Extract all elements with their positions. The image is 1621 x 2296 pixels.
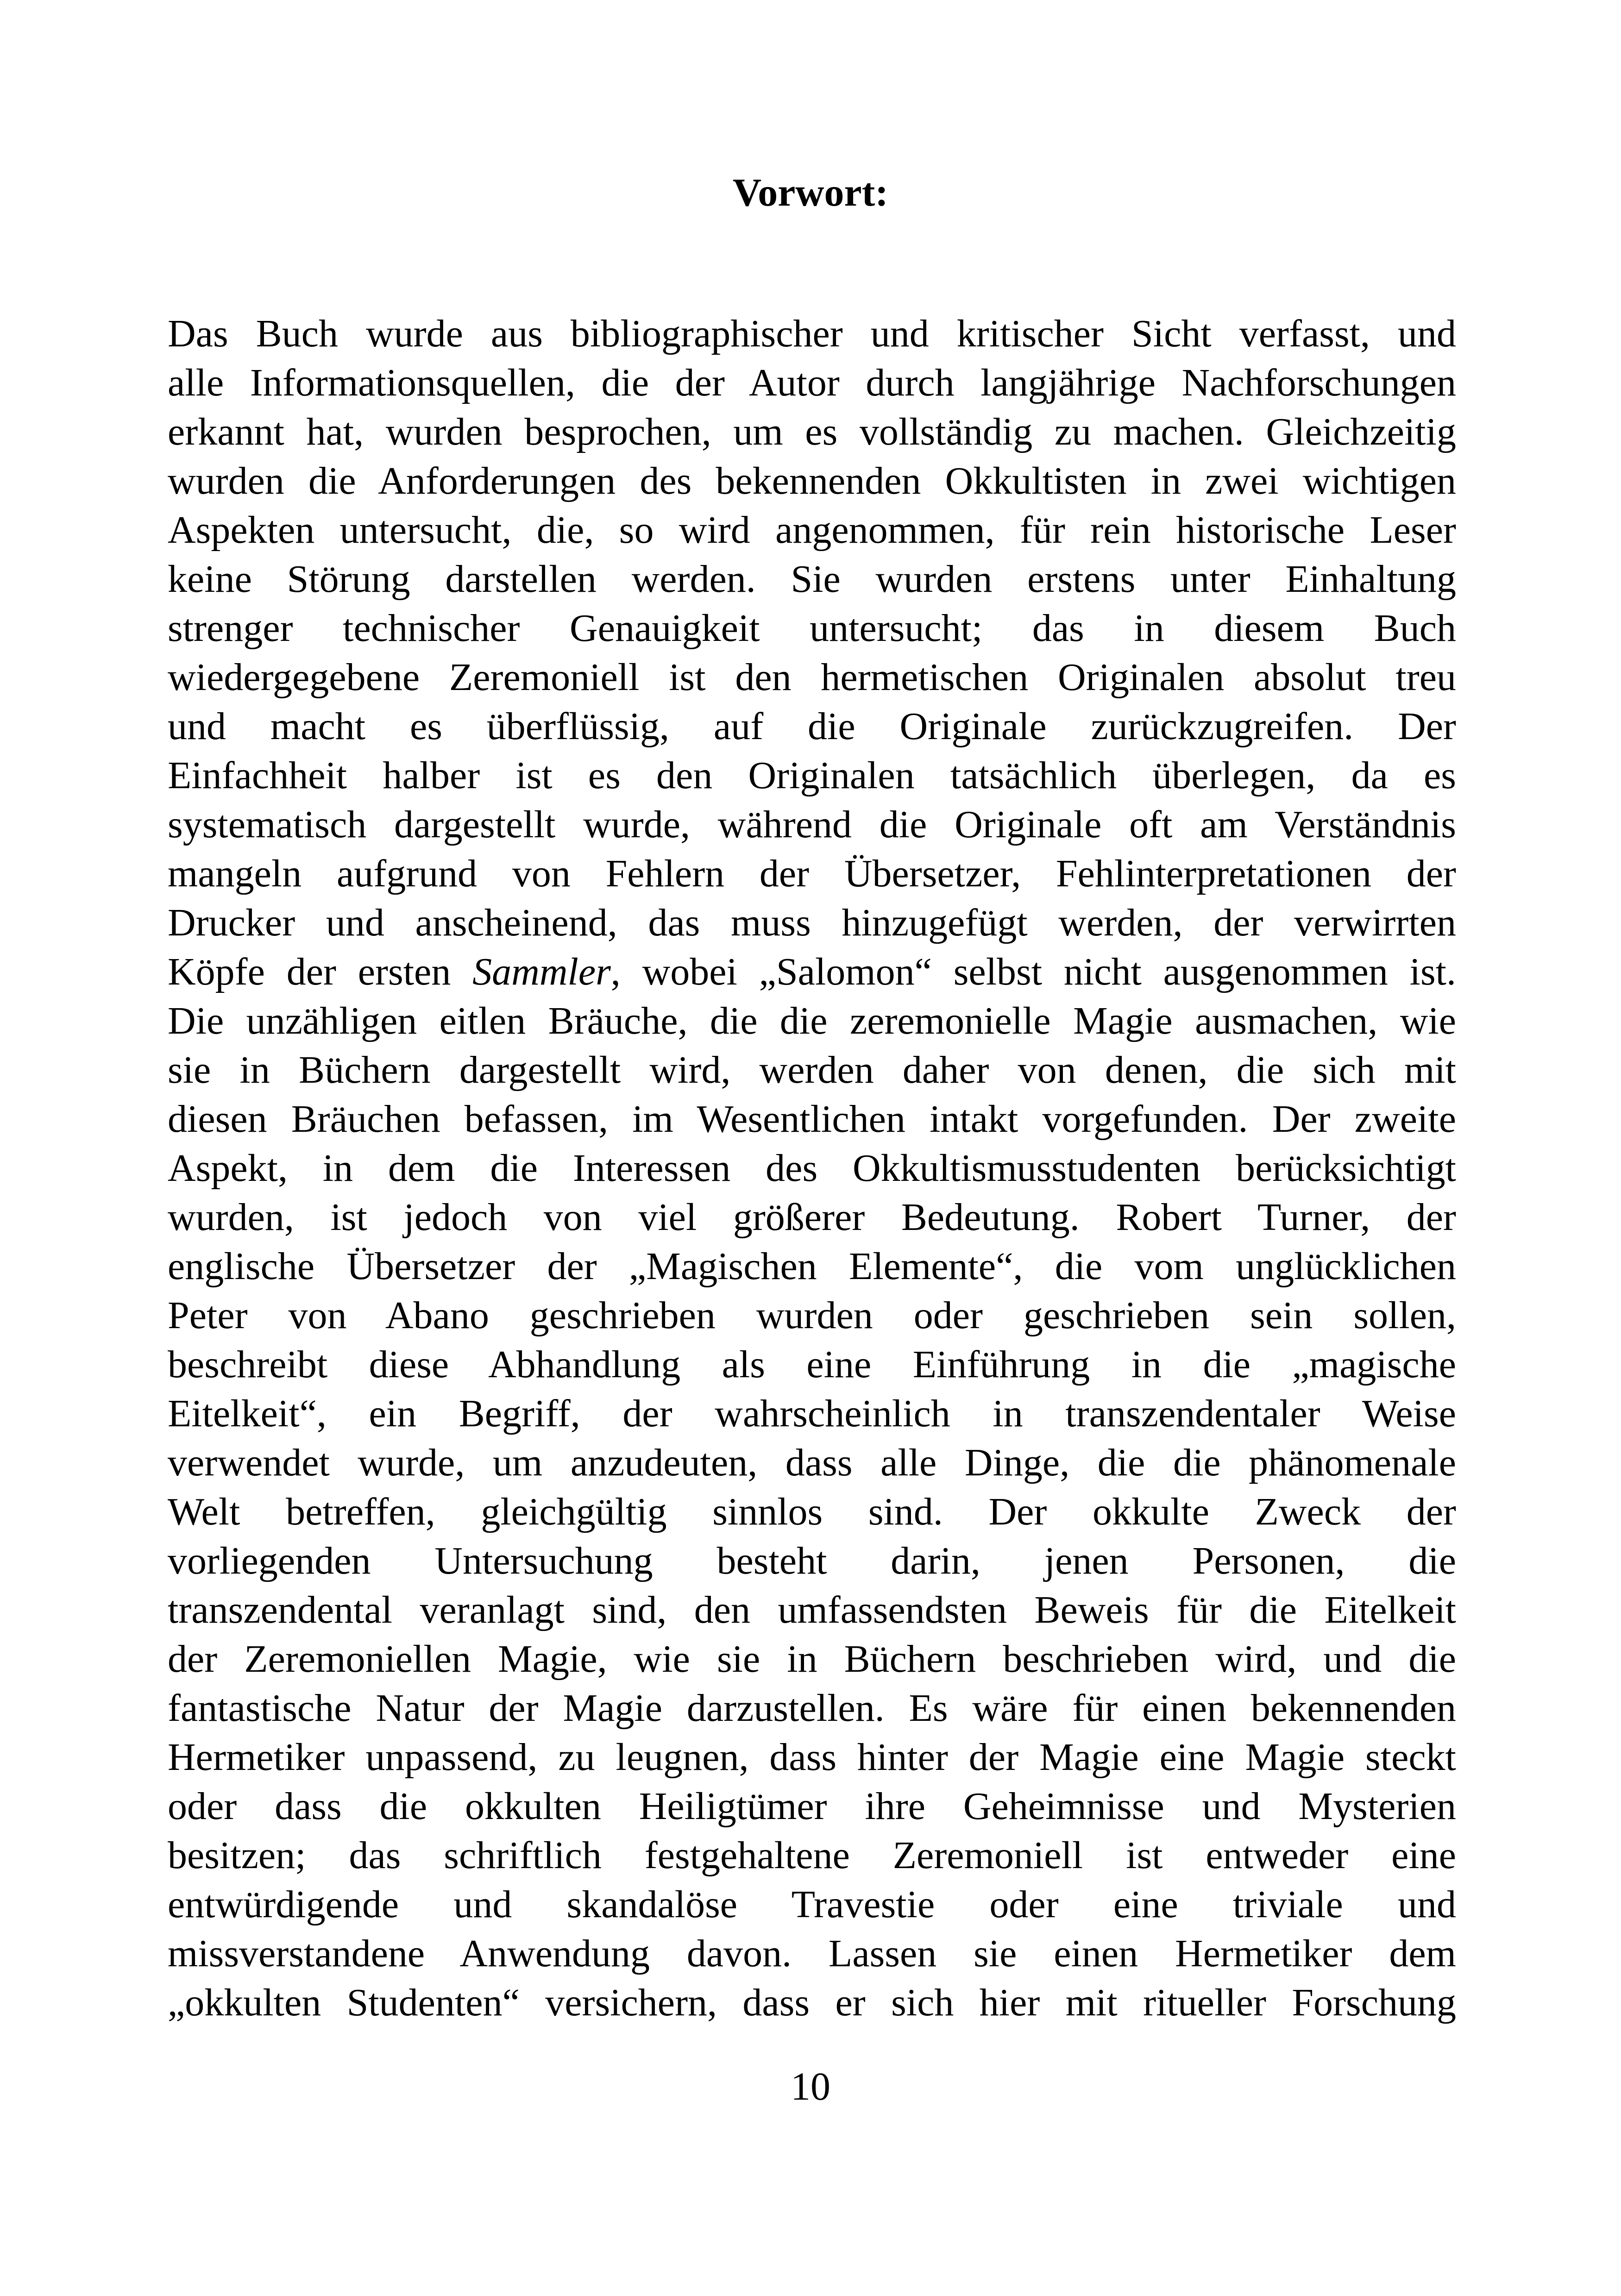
text-line: englische Übersetzer der „Magischen Elemente“, die vom unglücklichen [168, 1245, 1456, 1288]
text-line: vorliegenden Untersuchung besteht darin, jenen Personen, die [168, 1539, 1456, 1582]
text-line: verwendet wurde, um anzudeuten, dass alle Dinge, die die phänomenale [168, 1441, 1456, 1484]
text-line: transzendental veranlagt sind, den umfassendsten Beweis für die Eitelkeit [168, 1588, 1456, 1631]
text-line: diesen Bräuchen befassen, im Wesentlichen intakt vorgefunden. Der zweite [168, 1098, 1456, 1141]
text-line: Die unzähligen eitlen Bräuche, die die zeremonielle Magie ausmachen, wie [168, 999, 1456, 1042]
text-line: wiedergegebene Zeremoniell ist den hermetischen Originalen absolut treu [168, 656, 1456, 699]
text-line: wurden, ist jedoch von viel größerer Bedeutung. Robert Turner, der [168, 1196, 1456, 1239]
text-line: Einfachheit halber ist es den Originalen tatsächlich überlegen, da es [168, 754, 1456, 797]
text-line: missverstandene Anwendung davon. Lassen sie einen Hermetiker dem [168, 1932, 1456, 1975]
text-line: fantastische Natur der Magie darzustellen. Es wäre für einen bekennenden [168, 1687, 1456, 1730]
text-segment: Köpfe der ersten [168, 950, 473, 993]
text-line: Drucker und anscheinend, das muss hinzugefügt werden, der verwirrten [168, 901, 1456, 944]
text-line: „okkulten Studenten“ versichern, dass er sich hier mit ritueller Forschung [168, 1981, 1456, 2024]
text-line: erkannt hat, wurden besprochen, um es vollständig zu machen. Gleichzeitig [168, 410, 1456, 453]
body-paragraph [168, 309, 1456, 2027]
text-line: besitzen; das schriftlich festgehaltene Zeremoniell ist entweder eine [168, 1834, 1456, 1877]
text-line: Welt betreffen, gleichgültig sinnlos sind. Der okkulte Zweck der [168, 1490, 1456, 1533]
page-number: 10 [791, 2064, 830, 2108]
text-line: entwürdigende und skandalöse Travestie oder eine triviale und [168, 1883, 1456, 1926]
text-line: Das Buch wurde aus bibliographischer und kritischer Sicht verfasst, und [168, 312, 1456, 355]
text-line: sie in Büchern dargestellt wird, werden daher von denen, die sich mit [168, 1048, 1456, 1092]
text-segment: , wobei „Salomon“ selbst nicht ausgenommen ist. [610, 950, 1457, 993]
text-line [168, 947, 1456, 997]
text-line: beschreibt diese Abhandlung als eine Einführung in die „magische [168, 1343, 1456, 1386]
text-line: mangeln aufgrund von Fehlern der Übersetzer, Fehlinterpretationen der [168, 852, 1456, 895]
text-line: alle Informationsquellen, die der Autor durch langjährige Nachforschungen [168, 361, 1456, 404]
text-line: und macht es überflüssig, auf die Originale zurückzugreifen. Der [168, 705, 1456, 748]
text-line: Aspekten untersucht, die, so wird angenommen, für rein historische Leser [168, 508, 1456, 552]
text-line: wurden die Anforderungen des bekennenden Okkultisten in zwei wichtigen [168, 459, 1456, 502]
text-line: systematisch dargestellt wurde, während die Originale oft am Verständnis [168, 803, 1456, 846]
text-line: Eitelkeit“, ein Begriff, der wahrscheinlich in transzendentaler Weise [168, 1392, 1456, 1435]
text-line: Hermetiker unpassend, zu leugnen, dass hinter der Magie eine Magie steckt [168, 1736, 1456, 1779]
page-title: Vorwort: [733, 170, 888, 214]
italic-term: Sammler [472, 950, 611, 993]
text-line: Aspekt, in dem die Interessen des Okkultismusstudenten berücksichtigt [168, 1147, 1456, 1190]
text-line: keine Störung darstellen werden. Sie wurden erstens unter Einhaltung [168, 558, 1456, 601]
text-line: der Zeremoniellen Magie, wie sie in Büchern beschrieben wird, und die [168, 1637, 1456, 1681]
text-line: Peter von Abano geschrieben wurden oder geschrieben sein sollen, [168, 1294, 1456, 1337]
text-line: strenger technischer Genauigkeit untersucht; das in diesem Buch [168, 607, 1456, 650]
text-line: oder dass die okkulten Heiligtümer ihre Geheimnisse und Mysterien [168, 1785, 1456, 1828]
